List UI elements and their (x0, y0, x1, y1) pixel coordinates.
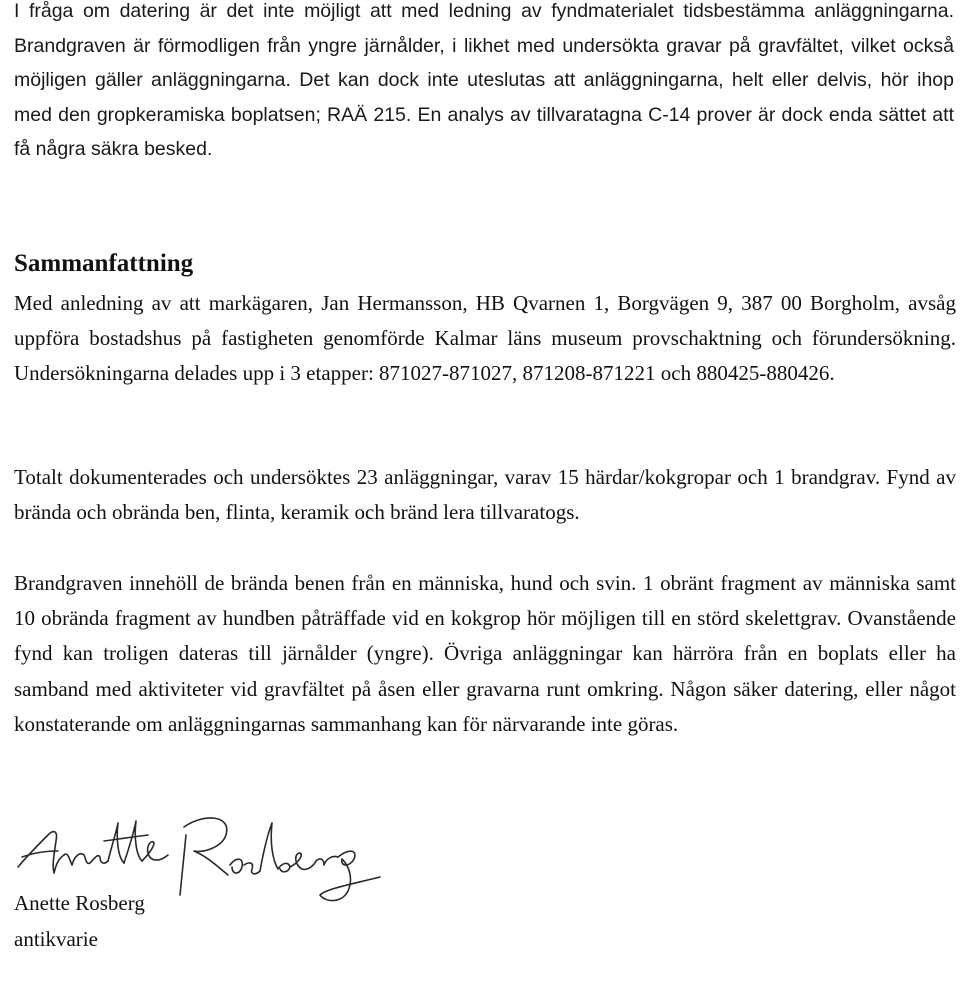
signer-title: antikvarie (14, 927, 98, 951)
signer-name: Anette Rosberg (14, 891, 145, 915)
summary-paragraph-2: Totalt dokumenterades och undersöktes 23 anläggningar, varav 15 härdar/kokgropar och 1 brandgrav. Fynd av brända och obrända ben, flinta, keramik och bränd lera tillvaratogs. (14, 465, 956, 525)
summary-heading: Sammanfattning (14, 250, 194, 277)
summary-paragraph-1: Med anledning av att markägaren, Jan Hermansson, HB Qvarnen 1, Borgvägen 9, 387 00 Borgholm, avsåg uppföra bostadshus på fastigheten genomförde Kalmar läns museum provschaktning och förundersökning. Undersökningarna delades upp i 3 etapper: 871027-871027, 871208-871221 och 880425-880426. (14, 291, 956, 386)
summary-paragraph-3: Brandgraven innehöll de brända benen från en människa, hund och svin. 1 obränt fragment av människa samt 10 obrända fragment av hundben påträffade vid en kokgrop hör möjligen till en störd skelettgrav. Ovanstående fynd kan troligen dateras till järnålder (yngre). Övriga anläggningar kan härröra från en boplats eller ha samband med aktiviteter vid gravfältet på åsen eller gravarna runt omkring. Någon säker datering, eller något konstaterande om anläggningarnas sammanhang kan för närvarande inte göras. (14, 571, 956, 736)
intro-paragraph: I fråga om datering är det inte möjligt att med ledning av fyndmaterialet tidsbestämma anläggningarna. Brandgraven är förmodligen från yngre järnålder, i likhet med undersökta gravar på gravfältet, vilket också möjligen gäller anläggningarna. Det kan dock inte uteslutas att anläggningarna, helt eller delvis, hör ihop med den gropkeramiska boplatsen; RAÄ 215. En analys av tillvaratagna C-14 prover är dock enda sättet att få några säkra besked. (14, 0, 954, 160)
